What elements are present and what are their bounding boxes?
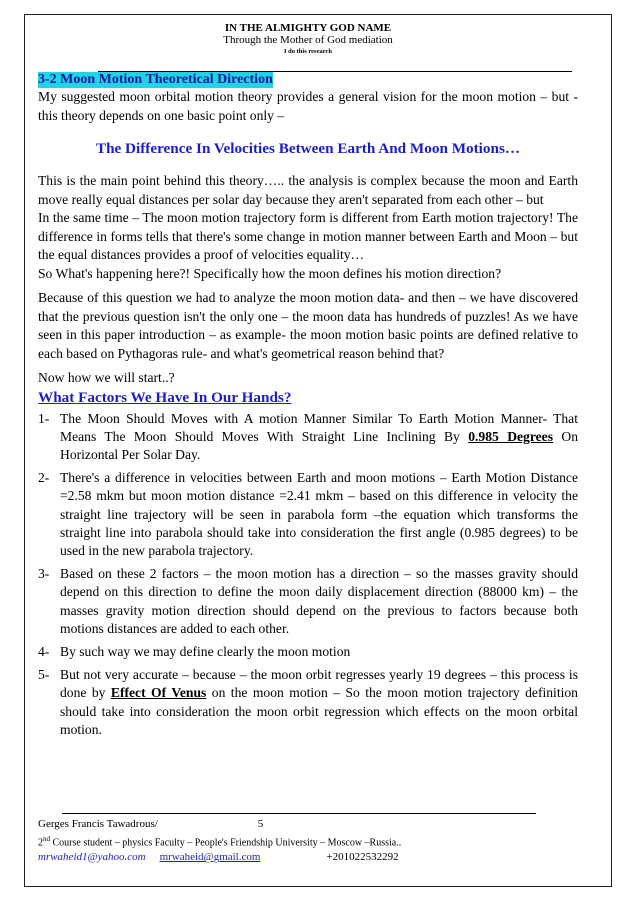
list-item: 5- But not very accurate – because – the moon orbit regresses yearly 19 degrees – this process is done by Effect Of Venus on the moon motion – So the moon motion trajectory definition should take into consideration the moon orbit regression which effects on the moon orbital motion. <box>38 667 578 737</box>
paragraph-1: This is the main point behind this theory….. the analysis is complex because the moon and Earth move really equal distances per solar day because they aren't separated from each other – but <box>38 173 578 207</box>
list-item: 4- By such way we may define clearly the moon motion <box>38 643 351 659</box>
factors-heading[interactable]: What Factors We Have In Our Hands? <box>38 388 292 406</box>
paragraph-3: So What's happening here?! Specifically how the moon defines his motion direction? <box>38 265 502 281</box>
footer-rule <box>62 813 536 814</box>
center-heading: The Difference In Velocities Between Earth And Moon Motions… <box>95 140 521 157</box>
header-rule <box>98 71 572 72</box>
page-footer <box>38 817 578 865</box>
paragraph-4: Because of this question we had to analyze the moon motion data- and then – we have discovered that the previous question isn't the only one – the moon data has hundreds of puzzles! As we have seen in this paper introduction – as example- the moon motion basic points are defined relative to each based on Pythagoras rule- and what's geometrical reason behind that? <box>38 290 578 361</box>
footer-contact-line <box>38 850 578 865</box>
list-item: 1- The Moon Should Moves with A motion Manner Similar To Earth Motion Manner- That Means The Moon Should Moves With Straight Line Inclining By 0.985 Degrees On Horizontal Per Solar Day. <box>38 410 578 462</box>
page-number: 5 <box>257 818 264 830</box>
footer-author: Gerges Francis Tawadrous/ <box>38 818 158 830</box>
list-item: 3- Based on these 2 factors – the moon motion has a direction – so the masses gravity should depend on this direction to define the moon daily displacement direction (88000 km) – the masses gravity motion direction should depend on the previous to factors because both motions distances are added to each other. <box>38 566 578 636</box>
section-title: 3-2 Moon Motion Theoretical Direction <box>38 72 273 87</box>
factors-list <box>38 410 578 739</box>
section-title-wrap <box>38 70 578 88</box>
phone-number: +201022532292 <box>326 851 399 864</box>
header-line-3: I do this research <box>284 48 332 55</box>
footer-author-line <box>38 817 578 832</box>
email-link-gmail[interactable]: mrwaheid@gmail.com <box>159 851 261 864</box>
paragraph-5: Now how we will start..? <box>38 370 175 385</box>
paragraph-2: In the same time – The moon motion trajectory form is different from Earth motion trajectory! The difference in forms tells that there's some change in motion manner between Earth and Moon – but the equal distances provides a proof of velocities equality… <box>38 210 578 262</box>
intro-paragraph: My suggested moon orbital motion theory provides a general vision for the moon motion – but - this theory depends on one basic point only – <box>38 89 578 123</box>
list-item: 2- There's a difference in velocities between Earth and moon motions – Earth Motion Distance =2.58 mkm but moon motion distance =2.41 mkm – based on this difference in velocity the straight line trajectory will be seen in parabola form –the equation which transforms the straight line into parabola should take into consideration the first angle (0.985 degrees) to be used in the new parabola trajectory. <box>38 470 578 558</box>
page-header <box>38 22 578 58</box>
page-content <box>38 22 578 744</box>
header-line-1: IN THE ALMIGHTY GOD NAME <box>224 22 392 34</box>
email-link-yahoo[interactable]: mrwaheid1@yahoo.com <box>38 851 146 864</box>
footer-course-line: 2nd Course student – physics Faculty – People's Friendship University – Moscow –Russia.. <box>38 835 402 849</box>
header-line-2: Through the Mother of God mediation <box>223 34 393 46</box>
